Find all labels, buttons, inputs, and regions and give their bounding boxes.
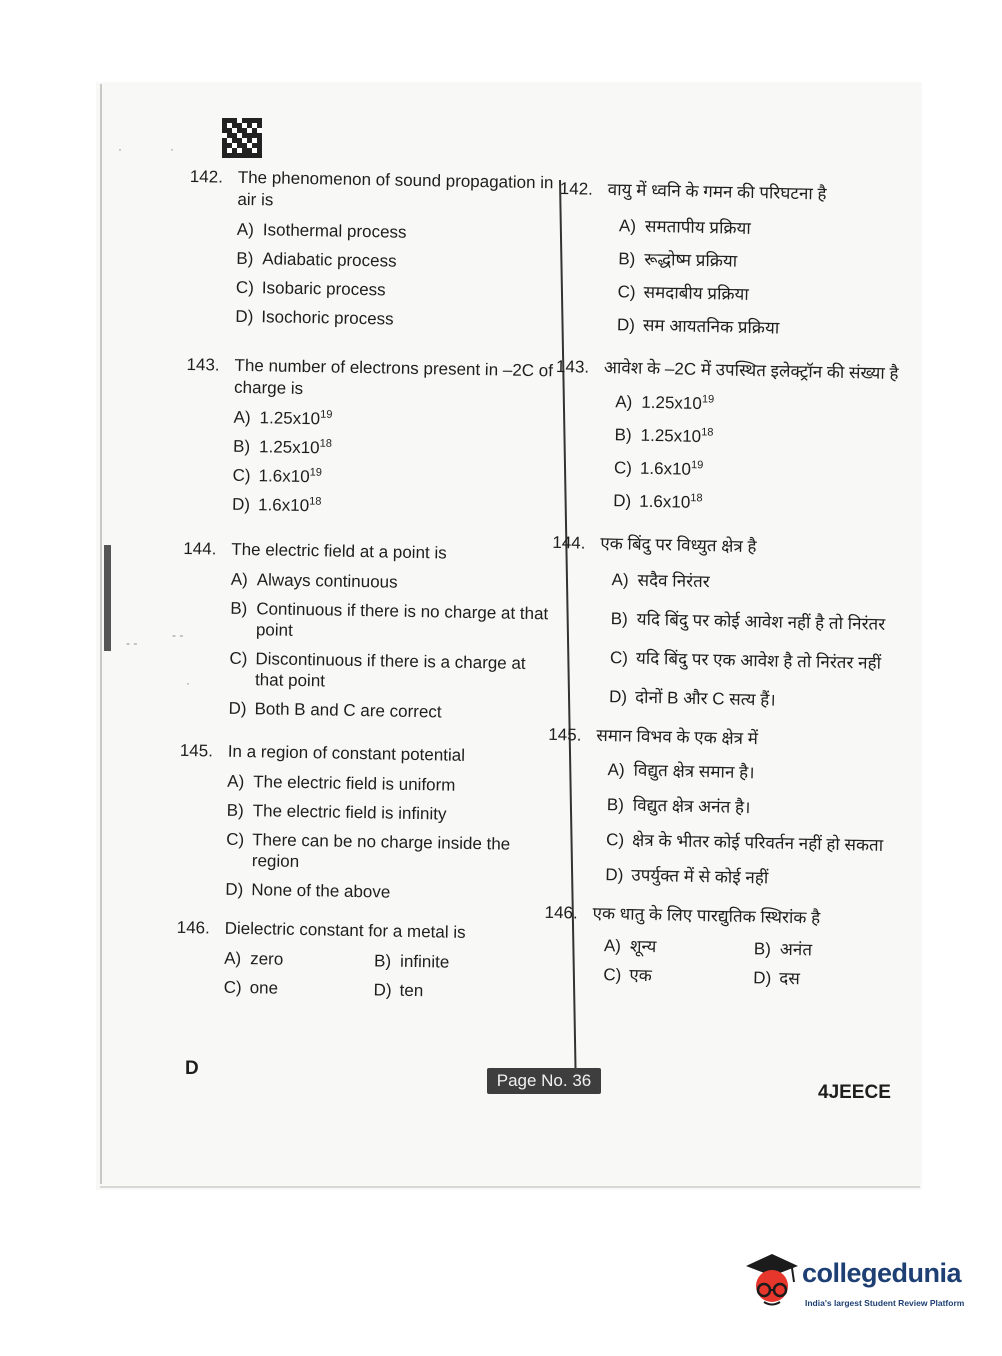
question-142-hi: [557, 178, 920, 342]
question-text: समान विभव के एक क्षेत्र में: [596, 725, 759, 749]
option-d: D) दोनों B और C सत्य हैं।: [608, 687, 776, 710]
question-number: 142.: [559, 178, 594, 199]
option-a: A) विद्युत क्षेत्र समान है।: [607, 760, 755, 783]
scan-speck: ·: [118, 142, 122, 156]
question-146-hi: [543, 902, 905, 992]
booklet-code-right: 4JEECE: [818, 1082, 891, 1103]
option-d: D) सम आयतनिक प्रक्रिया: [616, 315, 780, 338]
question-number: 143.: [555, 356, 590, 377]
question-145-en: [177, 740, 550, 905]
question-number: 143.: [186, 354, 220, 375]
option-b: B) The electric field is infinity: [226, 800, 447, 824]
question-text: In a region of constant potential: [227, 741, 466, 765]
option-c: C) एक: [603, 965, 652, 986]
option-d: D) ten: [373, 980, 424, 1001]
option-b: B) रूद्धोष्म प्रक्रिया: [618, 249, 738, 271]
option-c: C) There can be no charge inside the region: [226, 829, 511, 872]
scan-speck: ·: [170, 142, 174, 156]
english-column: [175, 166, 559, 1003]
brand-name: collegedunia: [802, 1258, 962, 1288]
question-text: Dielectric constant for a metal is: [224, 918, 466, 942]
question-144-en: [180, 538, 553, 724]
mascot-icon: [742, 1250, 800, 1310]
option-b: B) infinite: [373, 951, 450, 972]
option-d: D) $1.6x10^{18}$: [613, 491, 703, 512]
option-b: B) विद्युत क्षेत्र अनंत है।: [606, 795, 751, 818]
question-number: 146.: [176, 917, 210, 938]
option-b: B) Continuous if there is no charge at that point: [230, 598, 549, 640]
option-c: C) $1.6x10^{19}$: [613, 458, 704, 479]
binding-mark: [104, 545, 111, 651]
option-b: B) $1.25x10^{18}$: [232, 436, 333, 458]
option-c: C) one: [223, 977, 279, 998]
option-d: D) None of the above: [225, 879, 391, 902]
option-a: A) The electric field is uniform: [227, 771, 456, 795]
option-d: D) $1.6x10^{18}$: [231, 494, 322, 516]
option-c: C) Discontinuous if there is a charge at that point: [229, 648, 526, 691]
option-b: B) Adiabatic process: [236, 248, 397, 271]
question-text: आवेश के –2C में उपस्थित इलेक्ट्रॉन की संख्या है: [603, 357, 899, 384]
question-143-hi: [553, 356, 916, 518]
option-a: A) Isothermal process: [236, 219, 407, 242]
qr-code-icon: [222, 118, 262, 158]
question-144-hi: [549, 532, 913, 714]
page-number-badge: Page No. 36: [487, 1068, 601, 1094]
question-text: एक बिंदु पर विध्युत क्षेत्र है: [600, 533, 757, 557]
option-a: A) $1.25x10^{19}$: [233, 407, 333, 429]
brand-logo[interactable]: [742, 1248, 972, 1312]
option-a: A) समतापीय प्रक्रिया: [618, 216, 751, 239]
option-c: C) समदाबीय प्रक्रिया: [617, 282, 749, 304]
question-143-en: [184, 354, 557, 520]
question-text: The number of electrons present in –2C of charge is: [233, 355, 554, 399]
hindi-column: [543, 178, 920, 991]
question-number: 145.: [548, 724, 582, 745]
question-number: 144.: [552, 532, 586, 553]
scan-speck: - -: [172, 628, 184, 642]
question-number: 146.: [544, 902, 578, 923]
option-b: B) अनंत: [753, 939, 813, 960]
option-a: A) सदैव निरंतर: [611, 570, 710, 592]
question-146-en: [175, 917, 546, 1003]
question-text: वायु में ध्वनि के गमन की परिघटना है: [607, 180, 827, 204]
booklet-code-left: D: [185, 1058, 199, 1079]
option-d: D) Isochoric process: [235, 306, 394, 329]
page-edge-bottom: [100, 1186, 920, 1188]
option-a: A) zero: [224, 948, 284, 969]
question-text: The phenomenon of sound propagation in air is: [237, 167, 554, 210]
option-a: A) $1.25x10^{19}$: [615, 392, 715, 414]
brand-tagline: India's largest Student Review Platform: [805, 1298, 965, 1308]
option-d: D) दस: [753, 968, 801, 989]
question-text: एक धातु के लिए पारद्युतिक स्थिरांक है: [592, 903, 821, 928]
option-c: C) $1.6x10^{19}$: [232, 465, 323, 487]
question-text: The electric field at a point is: [231, 539, 447, 563]
option-a: A) Always continuous: [230, 569, 398, 592]
option-c: C) Isobaric process: [235, 277, 386, 300]
option-d: D) Both B and C are correct: [228, 698, 442, 722]
page-edge-left: [100, 84, 102, 1184]
option-b: B) यदि बिंदु पर कोई आवेश नहीं है तो निरंतर: [610, 609, 886, 634]
question-145-hi: [545, 724, 908, 892]
option-b: B) $1.25x10^{18}$: [614, 425, 714, 447]
option-c: C) यदि बिंदु पर एक आवेश है तो निरंतर नहीं: [609, 648, 882, 673]
scan-speck: ·: [186, 676, 190, 690]
question-number: 145.: [179, 740, 214, 761]
question-142-en: [187, 166, 560, 332]
option-d: D) उपर्युक्त में से कोई नहीं: [605, 865, 769, 888]
option-a: A) शून्य: [603, 936, 657, 957]
question-number: 144.: [183, 538, 217, 559]
scan-speck: - -: [126, 636, 138, 650]
question-number: 142.: [189, 166, 224, 187]
option-c: C) क्षेत्र के भीतर कोई परिवर्तन नहीं हो सकता: [605, 830, 884, 855]
